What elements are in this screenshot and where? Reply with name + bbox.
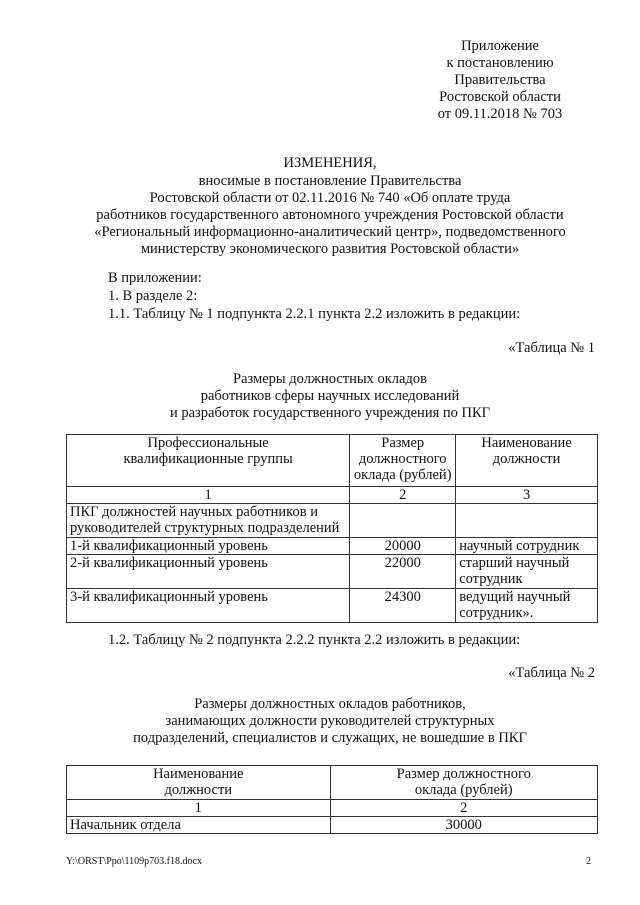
column-number: 2 bbox=[330, 800, 598, 817]
salary-cell: 30000 bbox=[330, 817, 598, 834]
appendix-line: к постановлению bbox=[446, 55, 554, 71]
position-text: ведущий научный bbox=[459, 589, 571, 605]
heading-line: «Региональный информационно-аналитический центр», подведомственного bbox=[94, 224, 566, 240]
appendix-line: Ростовской области bbox=[439, 89, 561, 105]
page-number: 2 bbox=[586, 856, 591, 867]
salary-table-2 bbox=[66, 765, 598, 834]
position-cell bbox=[456, 555, 598, 589]
position-cell: научный сотрудник bbox=[456, 538, 598, 555]
empty-cell bbox=[350, 504, 456, 538]
table-header-row bbox=[67, 435, 598, 487]
column-number: 2 bbox=[350, 487, 456, 504]
header-text: квалификационные группы bbox=[123, 451, 293, 467]
group-cell bbox=[67, 504, 350, 538]
paragraph-section-2: 1. В разделе 2: bbox=[108, 288, 198, 304]
caption-line: подразделений, специалистов и служащих, не вошедшие в ПКГ bbox=[133, 730, 527, 746]
footer-file-path: Y:\ORST\Ppo\1109p703.f18.docx bbox=[66, 856, 202, 867]
column-number: 3 bbox=[456, 487, 598, 504]
heading-line: работников государственного автономного учреждения Ростовской области bbox=[96, 207, 564, 223]
table1-caption bbox=[40, 371, 620, 422]
table-row bbox=[67, 555, 598, 589]
empty-cell bbox=[456, 504, 598, 538]
table-row bbox=[67, 817, 598, 834]
header-text: Наименование bbox=[481, 435, 572, 451]
heading-line: министерству экономического развития Ростовской области» bbox=[140, 241, 520, 257]
caption-line: Размеры должностных окладов работников, bbox=[194, 696, 466, 712]
position-cell bbox=[456, 589, 598, 623]
group-text: руководителей структурных подразделений bbox=[70, 520, 340, 536]
header-text: Размер должностного bbox=[396, 766, 531, 782]
header-text: Наименование bbox=[153, 766, 244, 782]
caption-line: и разработок государственного учреждения по ПКГ bbox=[169, 405, 491, 421]
heading-line: вносимые в постановление Правительства bbox=[198, 173, 462, 189]
appendix-line: от 09.11.2018 № 703 bbox=[437, 106, 563, 122]
column-number-row bbox=[67, 800, 598, 817]
header-text: должности bbox=[164, 782, 233, 798]
paragraph-1-1: 1.1. Таблицу № 1 подпункта 2.2.1 пункта 2.2 изложить в редакции: bbox=[108, 306, 521, 322]
column-number: 1 bbox=[67, 800, 331, 817]
table2-label: «Таблица № 2 bbox=[508, 665, 595, 681]
table1-label: «Таблица № 1 bbox=[508, 340, 595, 356]
document-heading bbox=[40, 155, 620, 258]
header-cell bbox=[350, 435, 456, 487]
heading-title: ИЗМЕНЕНИЯ, bbox=[283, 155, 377, 171]
salary-cell: 24300 bbox=[350, 589, 456, 623]
heading-line: Ростовской области от 02.11.2016 № 740 «Об оплате труда bbox=[149, 190, 511, 206]
header-text: должностного bbox=[358, 451, 447, 467]
paragraph-1-2: 1.2. Таблицу № 2 подпункта 2.2.2 пункта 2.2 изложить в редакции: bbox=[108, 632, 521, 648]
header-text: должности bbox=[492, 451, 561, 467]
table-row bbox=[67, 504, 598, 538]
table2-caption bbox=[40, 696, 620, 747]
appendix-block bbox=[400, 38, 600, 123]
position-text: старший научный bbox=[459, 555, 570, 571]
column-number-row bbox=[67, 487, 598, 504]
paragraph-in-appendix: В приложении: bbox=[108, 270, 202, 286]
table-header-row bbox=[67, 766, 598, 800]
caption-line: работников сферы научных исследований bbox=[200, 388, 460, 404]
header-cell bbox=[330, 766, 598, 800]
column-number: 1 bbox=[67, 487, 350, 504]
header-cell bbox=[67, 435, 350, 487]
header-text: оклада (рублей) bbox=[414, 782, 513, 798]
position-text: сотрудник bbox=[459, 571, 523, 587]
appendix-line: Правительства bbox=[454, 72, 546, 88]
salary-table-1 bbox=[66, 434, 598, 623]
level-cell: 3-й квалификационный уровень bbox=[67, 589, 350, 623]
header-cell bbox=[456, 435, 598, 487]
level-cell: 2-й квалификационный уровень bbox=[67, 555, 350, 589]
group-text: ПКГ должностей научных работников и bbox=[70, 504, 318, 520]
table-row bbox=[67, 538, 598, 555]
caption-line: Размеры должностных окладов bbox=[233, 371, 427, 387]
caption-line: занимающих должности руководителей структурных bbox=[165, 713, 495, 729]
appendix-line: Приложение bbox=[461, 38, 539, 54]
position-cell: Начальник отдела bbox=[67, 817, 331, 834]
table-row bbox=[67, 589, 598, 623]
position-text: сотрудник». bbox=[459, 605, 534, 621]
salary-cell: 22000 bbox=[350, 555, 456, 589]
header-cell bbox=[67, 766, 331, 800]
header-text: оклада (рублей) bbox=[353, 467, 452, 483]
header-text: Профессиональные bbox=[147, 435, 269, 451]
level-cell: 1-й квалификационный уровень bbox=[67, 538, 350, 555]
header-text: Размер bbox=[381, 435, 425, 451]
salary-cell: 20000 bbox=[350, 538, 456, 555]
